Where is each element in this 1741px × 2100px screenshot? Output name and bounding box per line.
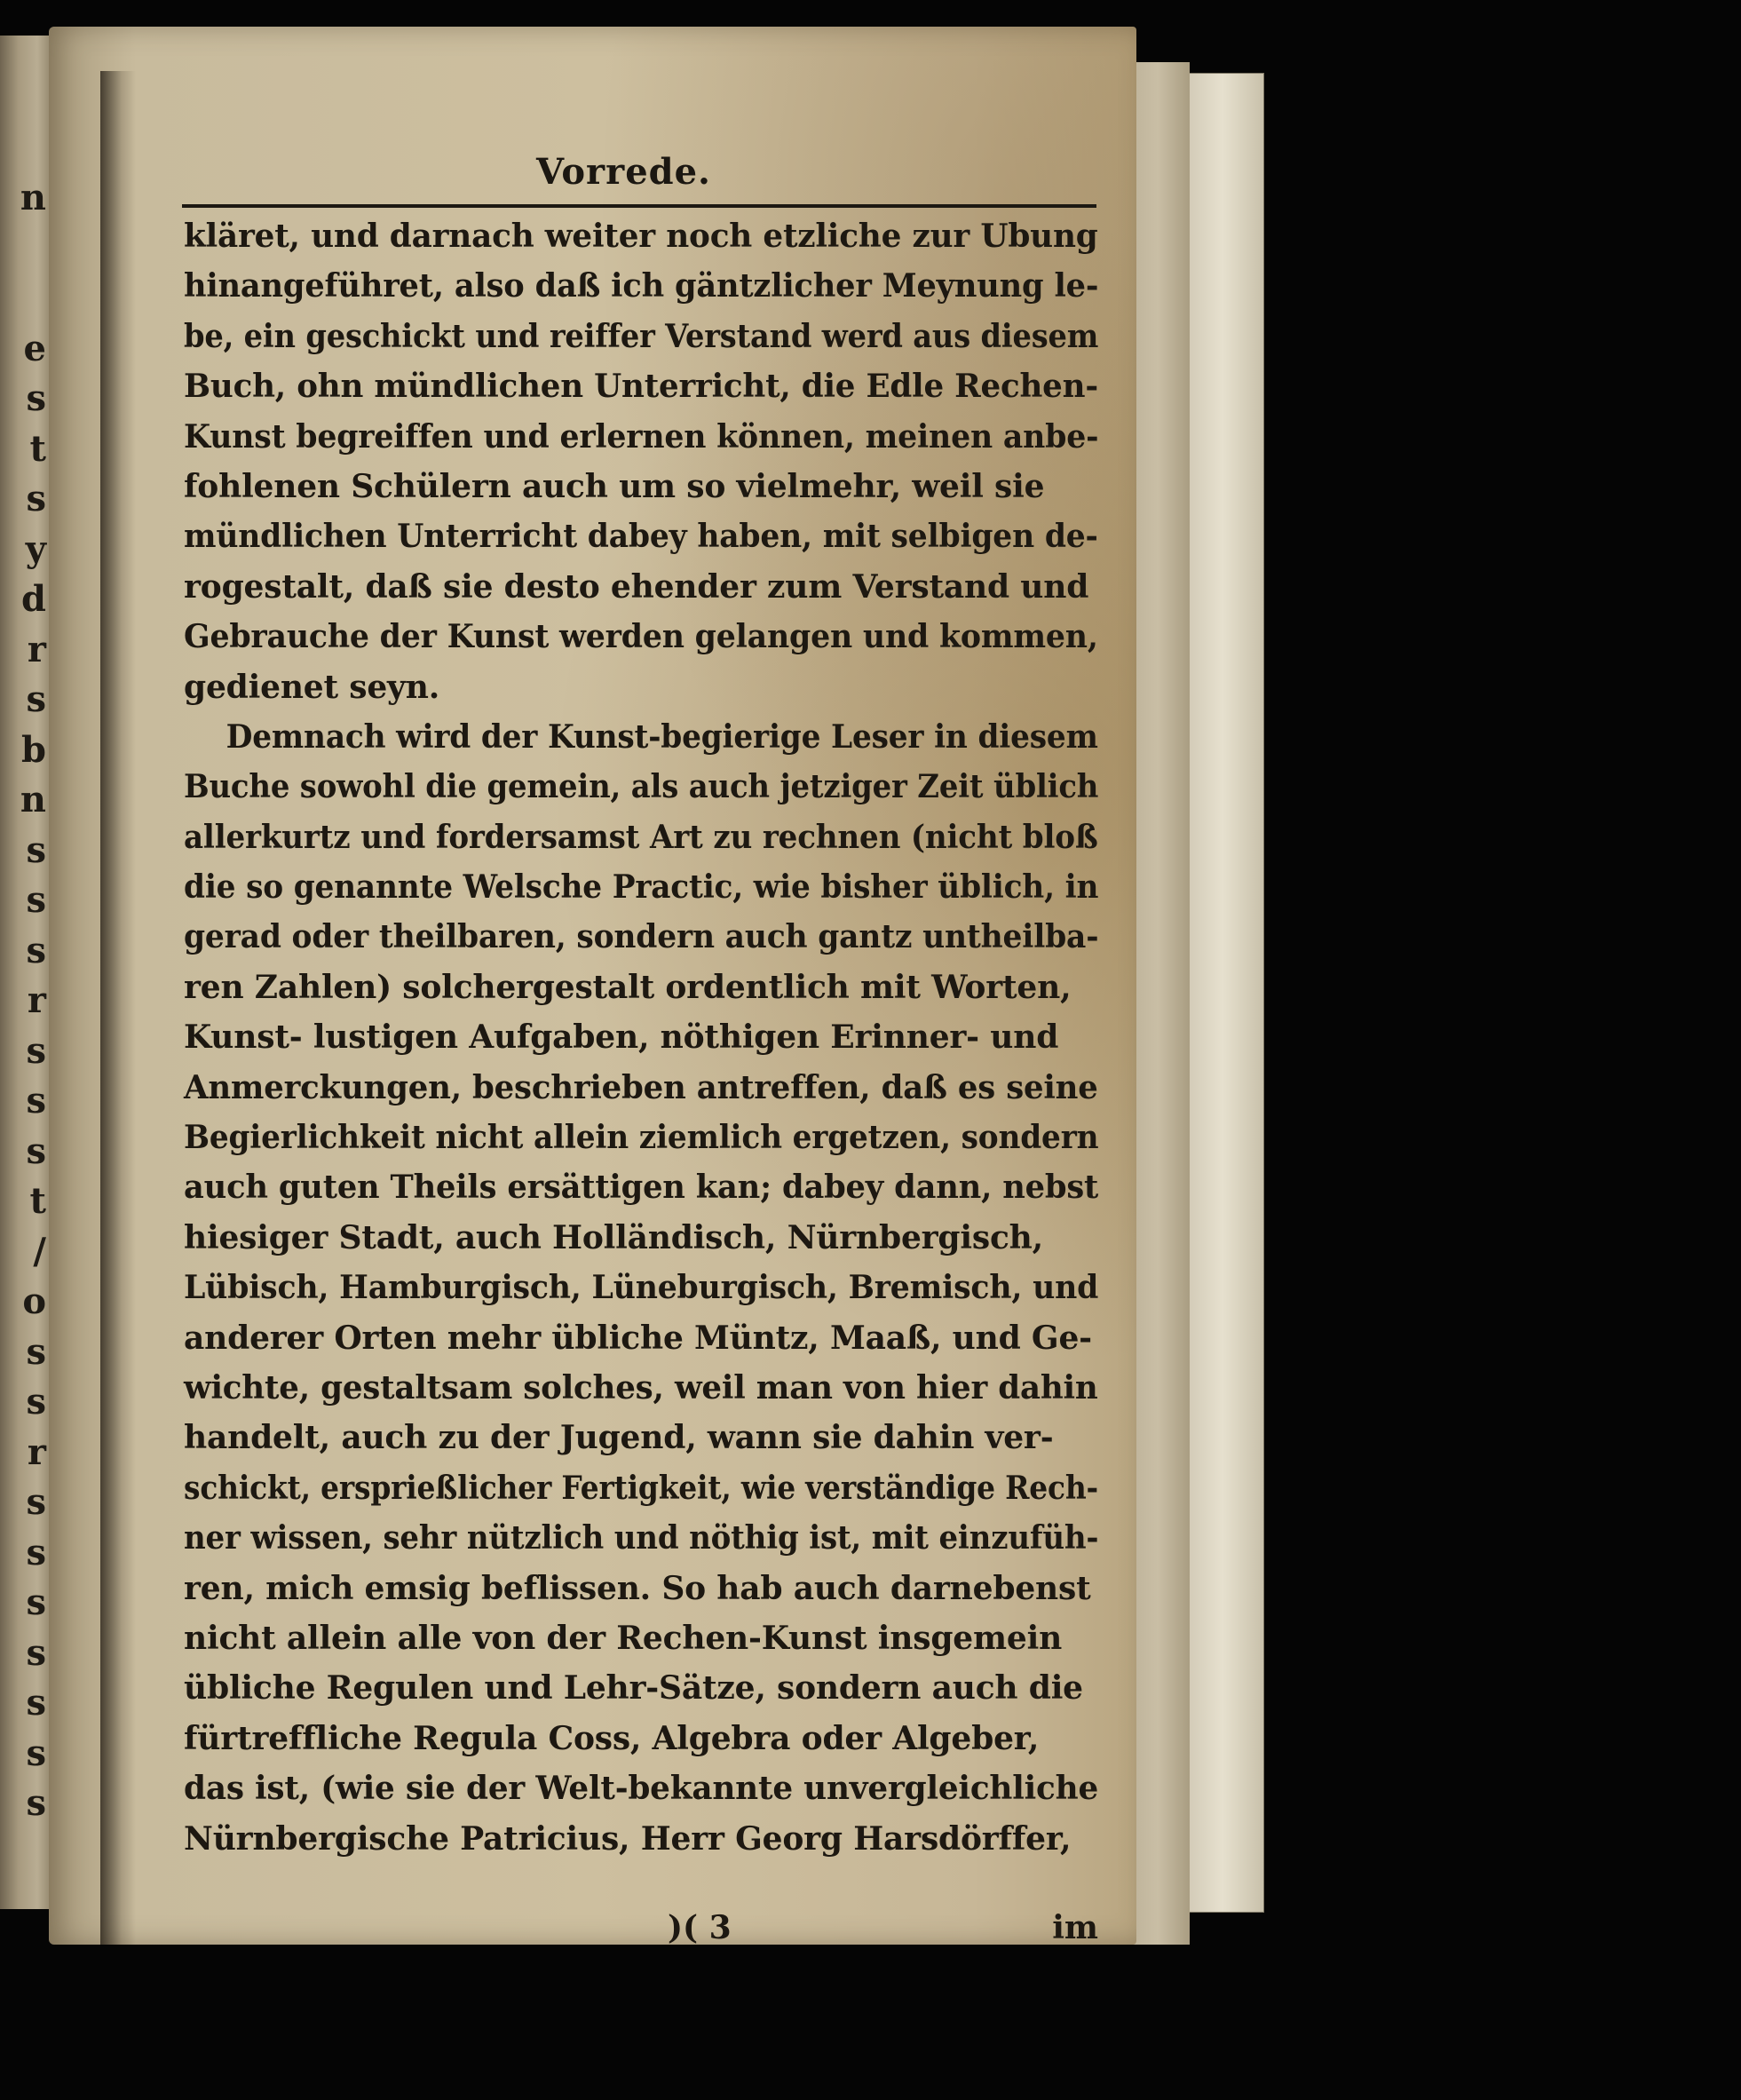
- left-page-fragment: d: [21, 578, 46, 620]
- left-page-fragment: n: [20, 779, 46, 820]
- text-line: hiesiger Stadt, auch Holländisch, Nürnbergisch,: [184, 1218, 1043, 1256]
- text-line: Buche sowohl die gemein, als auch jetziger Zeit üblich: [184, 768, 1099, 806]
- text-line: Gebrauche der Kunst werden gelangen und kommen,: [184, 618, 1098, 656]
- body-text: [184, 211, 1098, 1864]
- text-line: fohlenen Schülern auch um so vielmehr, weil sie: [184, 467, 1045, 505]
- left-page-fragment: r: [27, 628, 46, 670]
- left-page-fragment: s: [26, 1481, 46, 1523]
- left-page-fragment: r: [27, 979, 46, 1021]
- left-page-fragment: s: [26, 1732, 46, 1774]
- left-page-fragment: n: [20, 177, 46, 218]
- text-line: ren, mich emsig beflissen. So hab auch darnebenst: [184, 1569, 1091, 1607]
- left-page-fragment: s: [26, 678, 46, 720]
- text-line: mündlichen Unterricht dabey haben, mit selbigen de-: [184, 518, 1098, 556]
- left-page-fragment: /: [33, 1230, 46, 1272]
- page-footer: [184, 1903, 1098, 1953]
- left-page-fragment: s: [26, 478, 46, 519]
- left-page-fragment: s: [26, 1381, 46, 1422]
- text-line: nicht allein alle von der Rechen-Kunst insgemein: [184, 1619, 1063, 1657]
- left-page-fragment: s: [26, 1029, 46, 1072]
- text-line: be, ein geschickt und reiffer Verstand werd aus diesem: [184, 317, 1099, 355]
- running-head: Vorrede.: [536, 151, 711, 193]
- head-rule: [182, 204, 1096, 208]
- text-line: Anmerckungen, beschrieben antreffen, daß es seine: [184, 1068, 1098, 1106]
- left-page-fragment: e: [23, 327, 46, 369]
- left-page-fragment: s: [26, 1080, 46, 1121]
- text-line: Begierlichkeit nicht allein ziemlich ergetzen, sondern: [184, 1119, 1099, 1157]
- left-page-fragment: s: [26, 1782, 46, 1824]
- text-line: Buch, ohn mündlichen Unterricht, die Edle Rechen-: [184, 368, 1098, 406]
- left-page-fragment: [4, 224, 48, 274]
- text-line: ner wissen, sehr nützlich und nöthig ist, mit einzufüh-: [184, 1519, 1099, 1557]
- left-page-fragment: s: [26, 1129, 46, 1172]
- left-page-fragment: t: [29, 427, 46, 470]
- right-page: [49, 27, 1136, 1945]
- left-page-fragment: s: [26, 1682, 46, 1724]
- left-page-fragment: r: [27, 1430, 46, 1473]
- text-line: kläret, und darnach weiter noch etzliche zur Ubung: [184, 218, 1098, 255]
- left-page-fragment: s: [26, 828, 46, 871]
- text-line: handelt, auch zu der Jugend, wann sie dahin ver-: [184, 1419, 1054, 1457]
- text-line: auch guten Theils ersättigen kan; dabey dann, nebst: [184, 1169, 1099, 1207]
- left-page-fragment: s: [26, 377, 46, 419]
- text-line: das ist, (wie sie der Welt-bekannte unvergleichliche: [184, 1770, 1099, 1808]
- left-page-fragment: y: [25, 527, 46, 570]
- left-page-fragment: s: [26, 1531, 46, 1573]
- left-page-fragment: [4, 273, 48, 324]
- text-line: anderer Orten mehr übliche Müntz, Maaß, und Ge-: [184, 1319, 1092, 1357]
- gutter-shadow: [100, 71, 136, 1945]
- left-page-fragment: o: [22, 1280, 46, 1322]
- left-page-line-endings: [4, 173, 48, 1905]
- left-page-fragment: s: [26, 879, 46, 921]
- left-page-fragment: s: [26, 929, 46, 971]
- text-line: gedienet seyn.: [184, 668, 440, 706]
- left-page-fragment: s: [26, 1581, 46, 1623]
- text-line: Demnach wird der Kunst-begierige Leser in diesem: [226, 717, 1098, 756]
- left-page-fragment: b: [21, 728, 46, 771]
- text-line: Kunst begreiffen und erlernen können, meinen anbe-: [184, 417, 1099, 456]
- text-line: übliche Regulen und Lehr-Sätze, sondern auch die: [184, 1669, 1083, 1708]
- text-line: Kunst- lustigen Aufgaben, nöthigen Erinner- und: [184, 1018, 1059, 1057]
- left-page-fragment: s: [26, 1631, 46, 1674]
- text-line: gerad oder theilbaren, sondern auch gantz untheilba-: [184, 918, 1099, 956]
- text-line: wichte, gestaltsam solches, weil man von hier dahin: [184, 1368, 1098, 1407]
- catchword: im: [1052, 1909, 1098, 1946]
- text-line: rogestalt, daß sie desto ehender zum Verstand und: [184, 567, 1089, 606]
- text-line: Lübisch, Hamburgisch, Lüneburgisch, Bremisch, und: [184, 1269, 1099, 1307]
- left-page-fragment: s: [26, 1330, 46, 1373]
- back-cover-edge: [1181, 73, 1264, 1913]
- signature-mark: )( 3: [668, 1909, 732, 1946]
- text-line: allerkurtz und fordersamst Art zu rechnen (nicht bloß: [184, 818, 1098, 856]
- left-page-fragment: t: [29, 1180, 46, 1222]
- text-line: hinangeführet, also daß ich gäntzlicher Meynung le-: [184, 267, 1099, 305]
- text-line: ren Zahlen) solchergestalt ordentlich mit Worten,: [184, 968, 1072, 1006]
- text-line: fürtreffliche Regula Coss, Algebra oder Algeber,: [184, 1719, 1040, 1757]
- text-line: Nürnbergische Patricius, Herr Georg Harsdörffer,: [184, 1819, 1072, 1858]
- text-line: schickt, ersprießlicher Fertigkeit, wie verständige Rech-: [184, 1469, 1098, 1507]
- text-line: die so genannte Welsche Practic, wie bisher üblich, in: [184, 868, 1099, 907]
